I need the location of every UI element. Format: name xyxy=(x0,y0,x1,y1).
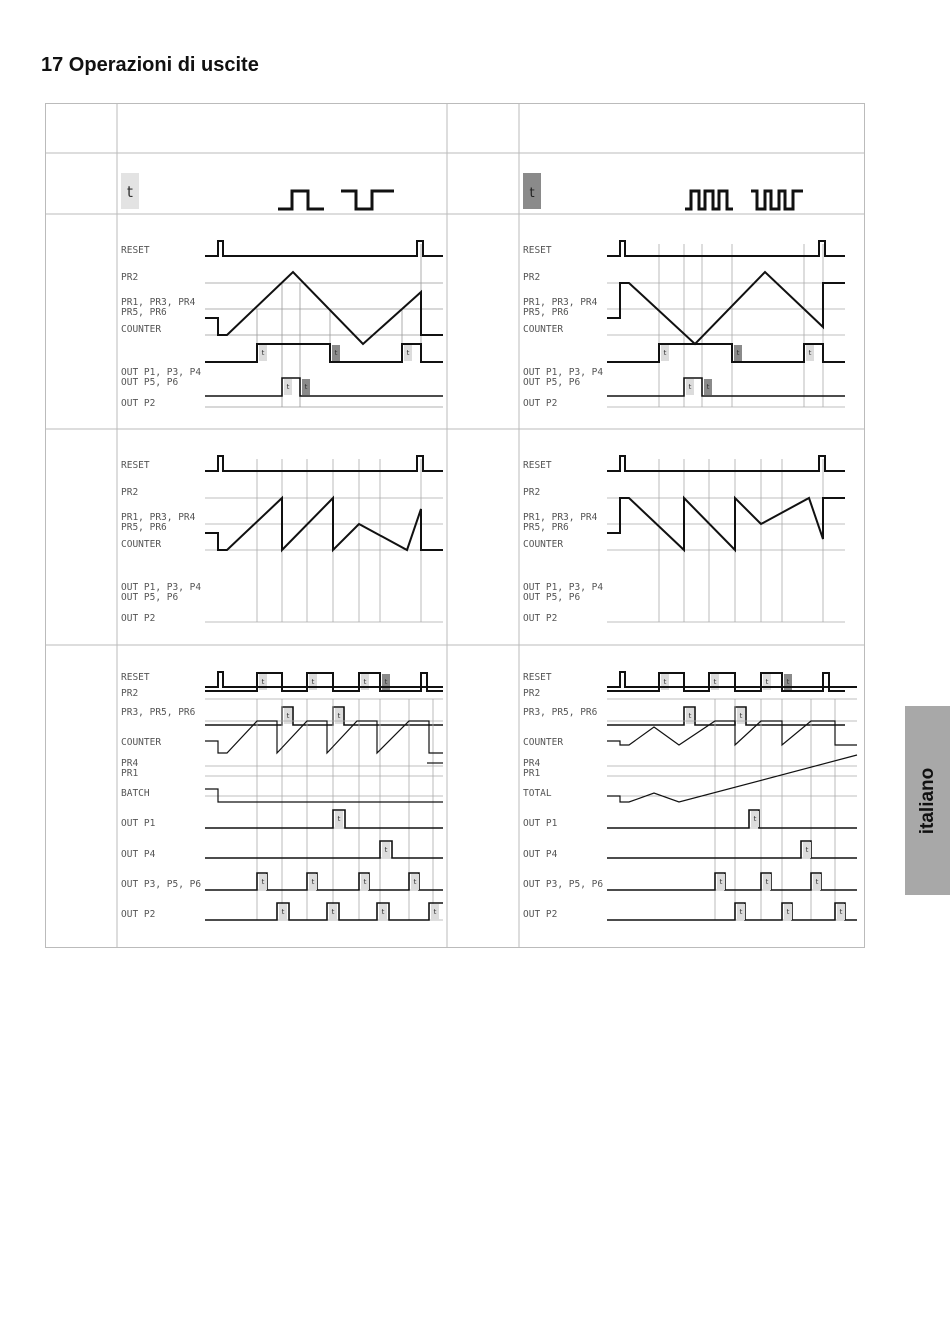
diagram-row2-right xyxy=(523,456,845,725)
svg-text:RESET: RESET xyxy=(121,245,150,256)
table-grid xyxy=(45,103,865,948)
diagram-row1-right xyxy=(523,241,845,409)
language-side-tab[interactable] xyxy=(905,706,950,895)
signal-label: OUT P4 xyxy=(523,849,558,860)
timer-box-label: t xyxy=(433,908,437,916)
signal-label: OUT P2 xyxy=(121,613,156,624)
timer-box-label: t xyxy=(286,712,290,720)
timer-box-label: t xyxy=(839,908,843,916)
timer-box-label: t xyxy=(815,878,819,886)
timer-box-label: t xyxy=(663,349,667,357)
signal-label: PR2 xyxy=(523,487,541,498)
signal-label: RESET xyxy=(523,672,552,683)
signal-label: OUT P1, P3, P4 xyxy=(523,367,604,378)
signal-label: PR1, PR3, PR4 xyxy=(121,512,196,523)
timer-box-label: t xyxy=(706,383,710,391)
signal-label: COUNTER xyxy=(523,737,564,748)
signal-label: PR3, PR5, PR6 xyxy=(523,707,598,718)
timer-box-label: t xyxy=(384,846,388,854)
timer-box-label: t xyxy=(311,878,315,886)
signal-label: PR1, PR3, PR4 xyxy=(523,297,598,308)
timer-box-label: t xyxy=(281,908,285,916)
signal-label: COUNTER xyxy=(523,539,564,550)
signal-label: COUNTER xyxy=(121,539,162,550)
pulse-high-icon xyxy=(278,191,324,209)
signal-label: RESET xyxy=(523,460,552,471)
timer-box-label: t xyxy=(261,878,265,886)
signal-label: OUT P1, P3, P4 xyxy=(523,582,604,593)
signal-label: OUT P5, P6 xyxy=(121,592,179,603)
page-title: 17 Operazioni di uscite xyxy=(41,54,259,76)
signal-label: PR1 xyxy=(121,768,139,779)
signal-label: PR2 xyxy=(523,688,541,699)
signal-label: RESET xyxy=(121,460,150,471)
timer-box-label: t xyxy=(739,908,743,916)
timer-box-label: t xyxy=(739,712,743,720)
timer-box-label: t xyxy=(413,878,417,886)
signal-label: OUT P4 xyxy=(121,849,156,860)
timer-box-label: t xyxy=(765,878,769,886)
signal-label: TOTAL xyxy=(523,788,552,799)
timer-box-label: t xyxy=(286,383,290,391)
signal-label: OUT P1 xyxy=(121,818,156,829)
header-right xyxy=(523,173,803,209)
timer-box-label: t xyxy=(337,815,341,823)
signal-label: RESET xyxy=(121,672,150,683)
signal-label: OUT P2 xyxy=(523,909,558,920)
pulse-train-low-icon xyxy=(751,191,803,209)
signal-label: OUT P2 xyxy=(523,613,558,624)
signal-label: OUT P2 xyxy=(523,398,558,409)
signal-label: PR5, PR6 xyxy=(523,522,569,533)
timer-box-label: t xyxy=(805,846,809,854)
signal-label: OUT P3, P5, P6 xyxy=(121,879,202,890)
language-label: italiano xyxy=(916,767,938,834)
timer-box-label: t xyxy=(688,383,692,391)
signal-label: BATCH xyxy=(121,788,150,799)
signal-label: COUNTER xyxy=(523,324,564,335)
signal-label: OUT P5, P6 xyxy=(523,592,581,603)
t-symbol-right: t xyxy=(529,186,535,201)
signal-label: OUT P2 xyxy=(121,909,156,920)
diagram-row2-left xyxy=(121,456,443,725)
timer-box-label: t xyxy=(688,712,692,720)
diagram-row1-left xyxy=(121,241,443,476)
svg-text:COUNTER: COUNTER xyxy=(121,324,162,335)
signal-label: OUT P1, P3, P4 xyxy=(121,582,202,593)
signal-label: PR2 xyxy=(121,487,139,498)
svg-text:PR2: PR2 xyxy=(121,272,139,283)
output-operations-table xyxy=(45,103,865,948)
timer-box-label: t xyxy=(786,678,790,686)
signal-label: OUT P1 xyxy=(523,818,558,829)
signal-label: PR4 xyxy=(523,758,541,769)
timer-box-label: t xyxy=(261,678,265,686)
timer-box-label: t xyxy=(261,349,265,357)
signal-label: PR2 xyxy=(121,688,139,699)
timer-box-label: t xyxy=(363,678,367,686)
timer-box-label: t xyxy=(765,678,769,686)
timer-box-label: t xyxy=(713,678,717,686)
diagram-row3-left xyxy=(121,672,443,920)
signal-label: PR1 xyxy=(523,768,541,779)
signal-label: PR5, PR6 xyxy=(523,307,569,318)
svg-text:PR1, PR3, PR4: PR1, PR3, PR4 xyxy=(121,297,196,308)
svg-text:OUT P5, P6: OUT P5, P6 xyxy=(121,377,179,388)
timer-box-label: t xyxy=(337,712,341,720)
signal-label: RESET xyxy=(523,245,552,256)
timer-box-label: t xyxy=(753,815,757,823)
timer-box-label: t xyxy=(406,349,410,357)
svg-text:PR5, PR6: PR5, PR6 xyxy=(121,307,167,318)
signal-label: PR5, PR6 xyxy=(121,522,167,533)
timer-box-label: t xyxy=(719,878,723,886)
timer-box-label: t xyxy=(334,349,338,357)
timer-box-label: t xyxy=(808,349,812,357)
timer-box-label: t xyxy=(311,678,315,686)
timer-box-label: t xyxy=(304,383,308,391)
signal-label: OUT P3, P5, P6 xyxy=(523,879,604,890)
signal-label: PR4 xyxy=(121,758,139,769)
pulse-train-high-icon xyxy=(685,191,733,209)
timer-box-label: t xyxy=(736,349,740,357)
header-left xyxy=(121,173,394,209)
signal-label: PR1, PR3, PR4 xyxy=(523,512,598,523)
pulse-low-icon xyxy=(341,191,394,209)
timer-box-label: t xyxy=(363,878,367,886)
svg-text:OUT P1, P3, P4: OUT P1, P3, P4 xyxy=(121,367,202,378)
timer-box-label: t xyxy=(331,908,335,916)
timer-box-label: t xyxy=(381,908,385,916)
signal-label: PR3, PR5, PR6 xyxy=(121,707,196,718)
timer-box-label: t xyxy=(663,678,667,686)
signal-label: OUT P5, P6 xyxy=(523,377,581,388)
t-symbol-left: t xyxy=(127,183,133,201)
svg-text:OUT P2: OUT P2 xyxy=(121,398,156,409)
signal-labels xyxy=(121,245,201,409)
timer-box-label: t xyxy=(384,678,388,686)
signal-label: COUNTER xyxy=(121,737,162,748)
timer-box-label: t xyxy=(786,908,790,916)
signal-label: PR2 xyxy=(523,272,541,283)
